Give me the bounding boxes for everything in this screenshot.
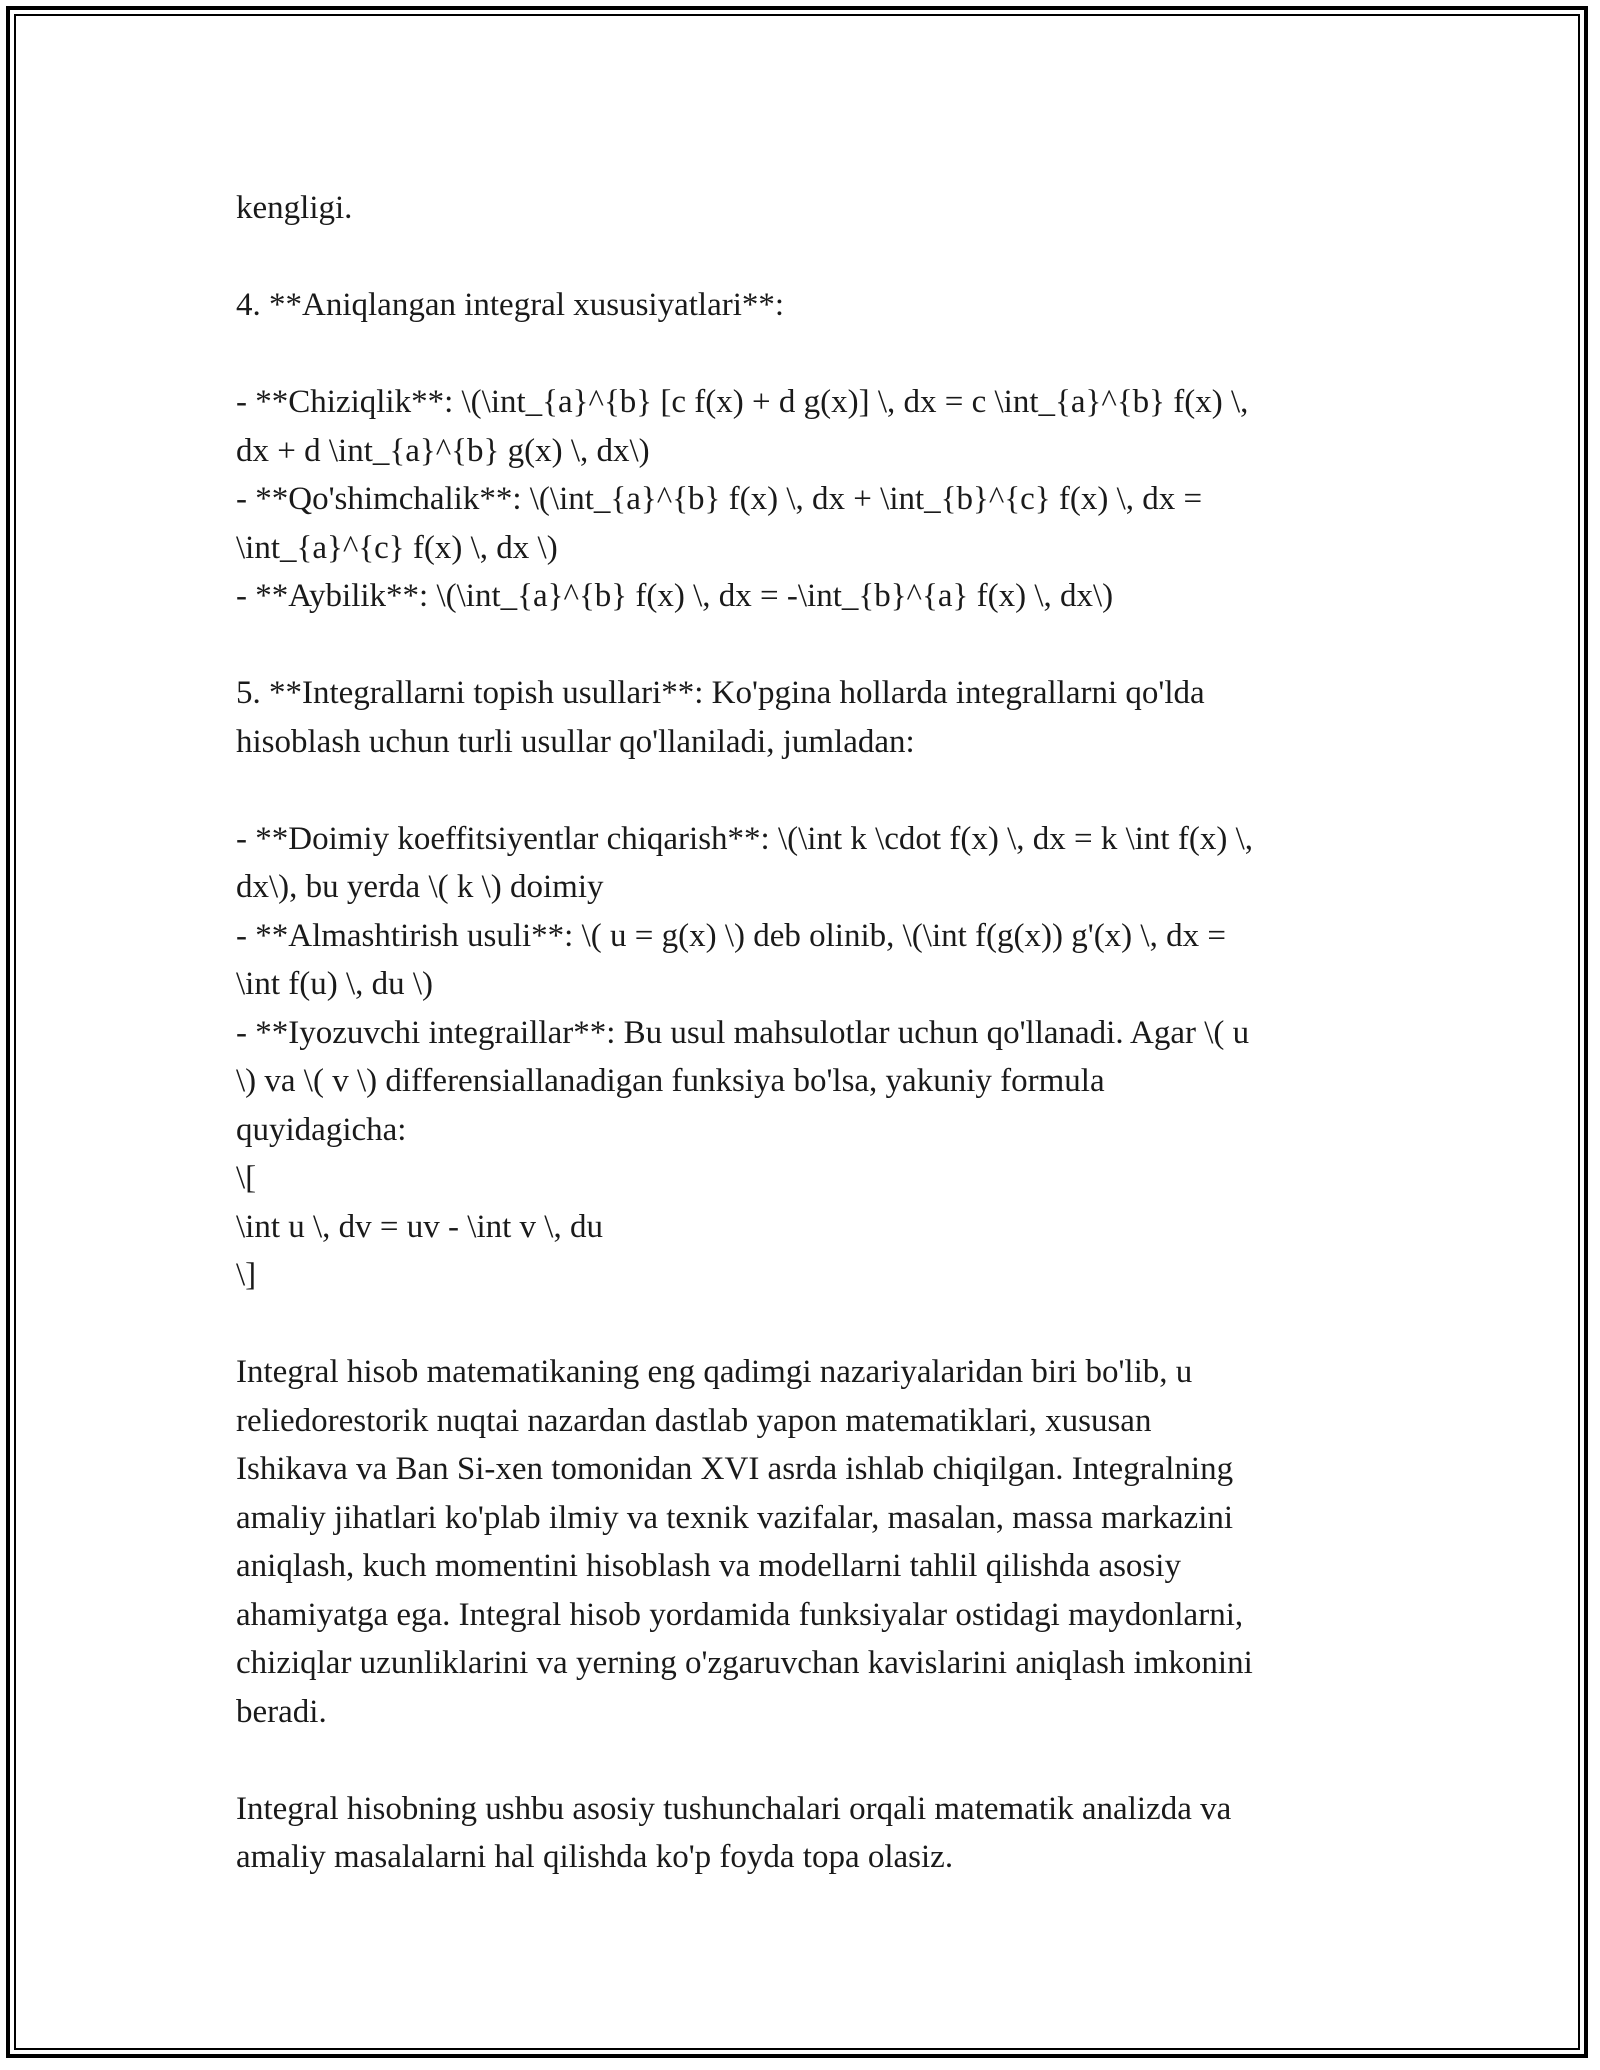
paragraph-line: Integral hisobning ushbu asosiy tushunchalari orqali matematik analizda va xyxy=(236,1790,1232,1827)
section-heading: 4. **Aniqlangan integral xususiyatlari**: xyxy=(236,287,785,323)
blank-line xyxy=(236,1736,1376,1785)
list-item-line: \int f(u) \, du \) xyxy=(236,966,434,1002)
list-item-line: - **Iyozuvchi integraillar**: Bu usul mahsulotlar uchun qo'llanadi. Agar \( u xyxy=(236,1014,1250,1051)
list-item-line: - **Almashtirish usuli**: \( u = g(x) \) deb olinib, \(\int f(g(x)) g'(x) \, dx = xyxy=(236,917,1226,954)
list-item-line: - **Doimiy koeffitsiyentlar chiqarish**: \(\int k \cdot f(x) \, dx = k \int f(x) \, xyxy=(236,820,1253,857)
document-body xyxy=(236,184,1376,1882)
blank-line xyxy=(236,330,1376,379)
list-item-line: - **Qo'shimchalik**: \(\int_{a}^{b} f(x) \, dx + \int_{b}^{c} f(x) \, dx = xyxy=(236,481,1203,517)
formula-line: \int u \, dv = uv - \int v \, du xyxy=(236,1208,603,1245)
paragraph-line: reliedorestorik nuqtai nazardan dastlab yapon matematiklari, xususan xyxy=(236,1402,1152,1439)
formula-line: \] xyxy=(236,1257,257,1293)
list-item-line: \int_{a}^{c} f(x) \, dx \) xyxy=(236,529,558,566)
text-line: kengligi. xyxy=(236,190,353,226)
blank-line xyxy=(236,1300,1376,1349)
paragraph-line: chiziqlar uzunliklarini va yerning o'zgaruvchan kavislarini aniqlash imkonini xyxy=(236,1645,1253,1681)
paragraph-line: ahamiyatga ega. Integral hisob yordamida funksiyalar ostidagi maydonlarni, xyxy=(236,1596,1244,1633)
blank-line xyxy=(236,766,1376,815)
text-line: hisoblash uchun turli usullar qo'llaniladi, jumladan: xyxy=(236,723,915,760)
formula-line: \[ xyxy=(236,1160,257,1196)
section-heading: 5. **Integrallarni topish usullari**: Ko'pgina hollarda integrallarni qo'lda xyxy=(236,675,1205,711)
list-item-line: - **Chiziqlik**: \(\int_{a}^{b} [c f(x) + d g(x)] \, dx = c \int_{a}^{b} f(x) \, xyxy=(236,384,1249,420)
blank-line xyxy=(236,233,1376,282)
list-item-line: dx + d \int_{a}^{b} g(x) \, dx\) xyxy=(236,432,650,469)
list-item-line: dx\), bu yerda \( k \) doimiy xyxy=(236,869,604,905)
paragraph-line: amaliy jihatlari ko'plab ilmiy va texnik vazifalar, masalan, massa markazini xyxy=(236,1499,1234,1536)
paragraph-line: aniqlash, kuch momentini hisoblash va modellarni tahlil qilishda asosiy xyxy=(236,1548,1181,1584)
list-item-line: quyidagicha: xyxy=(236,1111,407,1148)
paragraph-line: amaliy masalalarni hal qilishda ko'p foyda topa olasiz. xyxy=(236,1839,954,1875)
paragraph-line: Integral hisob matematikaning eng qadimgi nazariyalaridan biri bo'lib, u xyxy=(236,1354,1193,1390)
paragraph-line: Ishikava va Ban Si-xen tomonidan XVI asrda ishlab chiqilgan. Integralning xyxy=(236,1451,1234,1487)
paragraph-line: beradi. xyxy=(236,1693,327,1730)
list-item-line: - **Aybilik**: \(\int_{a}^{b} f(x) \, dx = -\int_{b}^{a} f(x) \, dx\) xyxy=(236,578,1114,614)
blank-line xyxy=(236,621,1376,670)
list-item-line: \) va \( v \) differensiallanadigan funksiya bo'lsa, yakuniy formula xyxy=(236,1063,1105,1099)
